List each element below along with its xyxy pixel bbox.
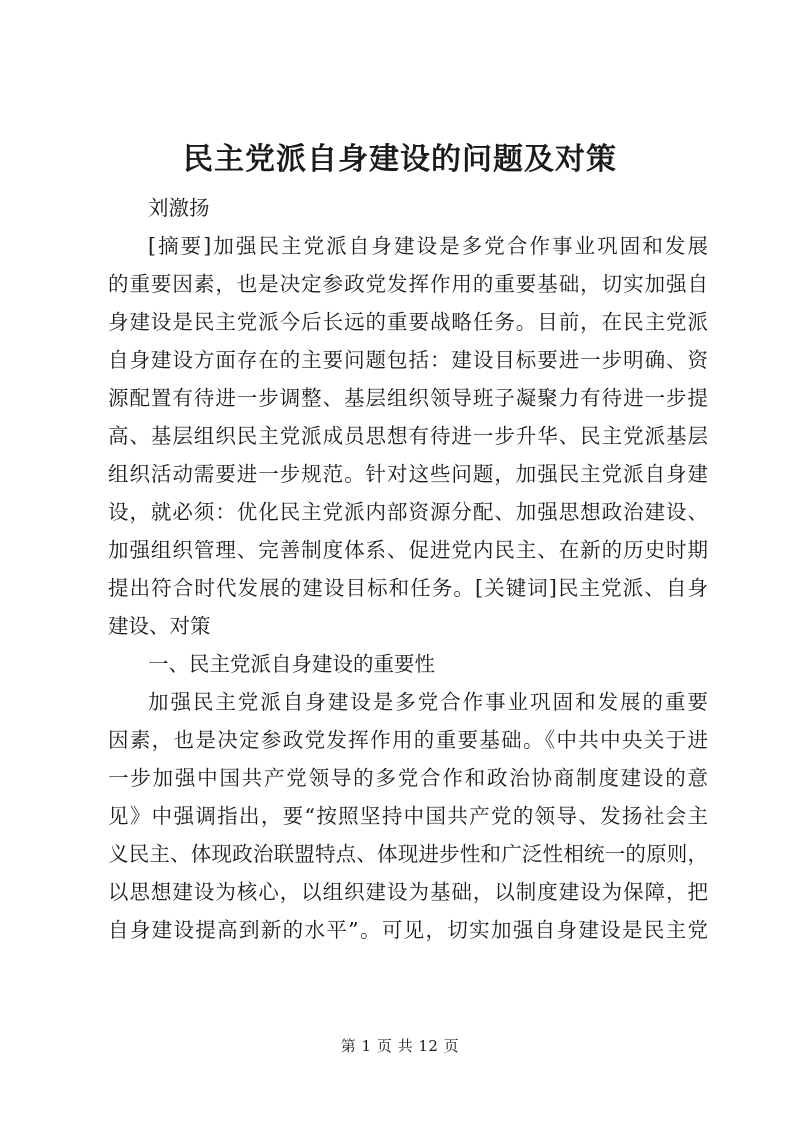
abstract-line: 组织活动需要进一步规范。针对这些问题，加强民主党派自身建 bbox=[108, 462, 708, 486]
body-line: 以思想建设为核心，以组织建设为基础，以制度建设为保障，把 bbox=[108, 880, 708, 904]
abstract-line: 的重要因素，也是决定参政党发挥作用的重要基础，切实加强自 bbox=[108, 272, 708, 296]
body-line: 自身建设提高到新的水平”。可见，切实加强自身建设是民主党 bbox=[108, 918, 708, 942]
body-line: 因素，也是决定参政党发挥作用的重要基础。《中共中央关于进 bbox=[108, 728, 708, 752]
abstract-line: 提出符合时代发展的建设目标和任务。[关键词]民主党派、自身 bbox=[108, 576, 708, 600]
page-number-footer: 第 1 页 共 12 页 bbox=[340, 1037, 460, 1055]
abstract-line: 高、基层组织民主党派成员思想有待进一步升华、民主党派基层 bbox=[108, 424, 708, 448]
abstract-line: 设，就必须：优化民主党派内部资源分配、加强思想政治建设、 bbox=[108, 500, 708, 524]
body-line: 义民主、体现政治联盟特点、体现进步性和广泛性相统一的原则， bbox=[108, 842, 708, 866]
abstract-line: 建设、对策 bbox=[108, 614, 211, 638]
body-line: 一步加强中国共产党领导的多党合作和政治协商制度建设的意 bbox=[108, 766, 708, 790]
abstract-line: 源配置有待进一步调整、基层组织领导班子凝聚力有待进一步提 bbox=[108, 386, 708, 410]
body-line: 见》中强调指出，要“按照坚持中国共产党的领导、发扬社会主 bbox=[108, 804, 708, 828]
abstract-line: 加强组织管理、完善制度体系、促进党内民主、在新的历史时期 bbox=[108, 538, 708, 562]
author-name: 刘激扬 bbox=[148, 196, 210, 220]
abstract-line: [摘要]加强民主党派自身建设是多党合作事业巩固和发展 bbox=[148, 234, 708, 258]
section-heading: 一、民主党派自身建设的重要性 bbox=[148, 652, 435, 676]
abstract-line: 自身建设方面存在的主要问题包括：建设目标要进一步明确、资 bbox=[108, 348, 708, 372]
body-line: 加强民主党派自身建设是多党合作事业巩固和发展的重要 bbox=[148, 690, 708, 714]
page-title: 民主党派自身建设的问题及对策 bbox=[183, 142, 617, 177]
abstract-line: 身建设是民主党派今后长远的重要战略任务。目前，在民主党派 bbox=[108, 310, 708, 334]
